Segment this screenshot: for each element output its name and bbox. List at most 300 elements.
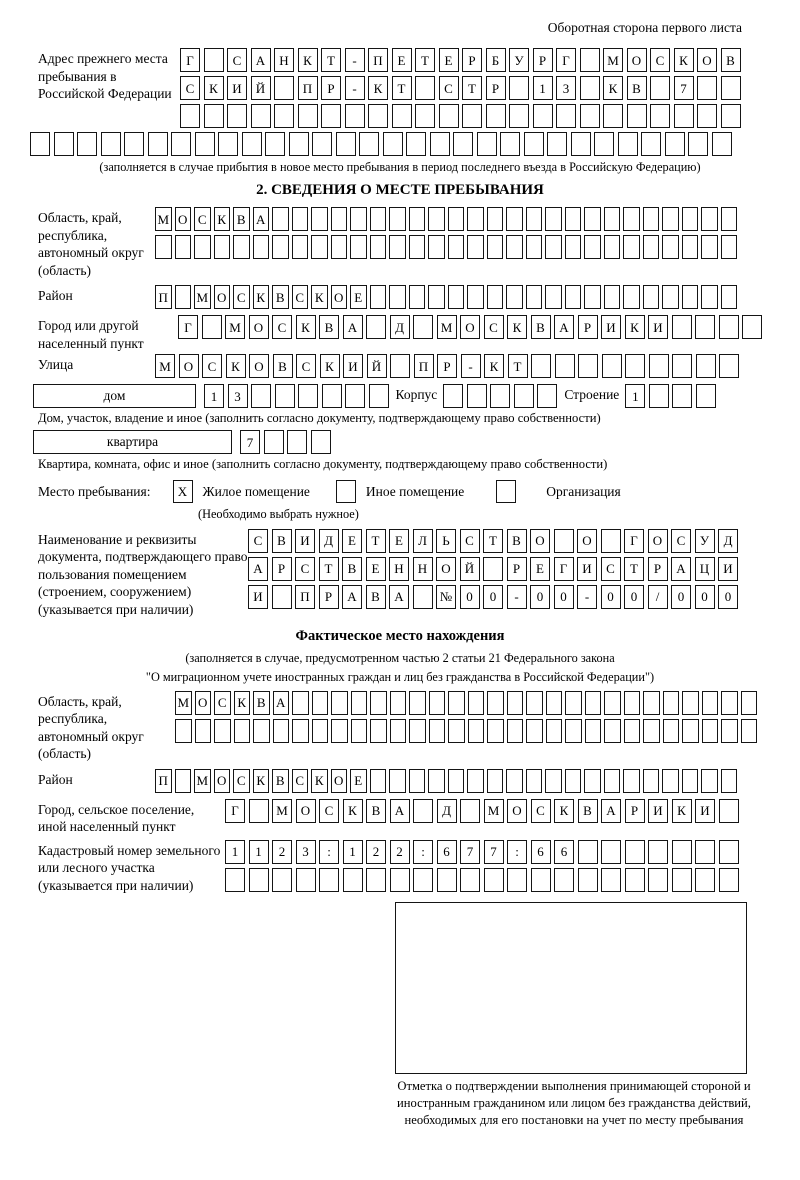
char-box bbox=[383, 132, 403, 156]
char-box bbox=[253, 719, 270, 743]
char-box: К bbox=[311, 285, 328, 309]
district-label: Район bbox=[38, 288, 73, 304]
char-box bbox=[428, 235, 445, 259]
char-box: К bbox=[204, 76, 224, 100]
actual-district-label: Район bbox=[38, 771, 73, 787]
char-box bbox=[311, 235, 328, 259]
char-box bbox=[545, 235, 562, 259]
char-box bbox=[672, 354, 692, 378]
char-box bbox=[672, 315, 692, 339]
char-box: Т bbox=[624, 557, 644, 581]
char-box: Г bbox=[624, 529, 644, 553]
actual-region-row-2 bbox=[175, 719, 757, 743]
char-box bbox=[506, 207, 523, 231]
char-box: Р bbox=[625, 799, 645, 823]
char-box: К bbox=[253, 285, 270, 309]
char-box: М bbox=[484, 799, 504, 823]
char-box bbox=[413, 799, 433, 823]
region-row-2 bbox=[155, 235, 737, 259]
char-box bbox=[526, 691, 543, 715]
char-box bbox=[701, 235, 718, 259]
char-box bbox=[507, 719, 524, 743]
char-box: М bbox=[194, 285, 211, 309]
char-box bbox=[578, 868, 598, 892]
street-row bbox=[155, 354, 739, 378]
char-box: Е bbox=[530, 557, 550, 581]
prev-address-row-4 bbox=[30, 132, 800, 156]
char-box bbox=[264, 430, 284, 454]
char-box bbox=[251, 104, 271, 128]
char-box: - bbox=[461, 354, 481, 378]
char-box bbox=[665, 132, 685, 156]
prev-address-row-1 bbox=[180, 48, 741, 72]
char-box bbox=[272, 207, 289, 231]
char-box bbox=[578, 354, 598, 378]
char-box: Л bbox=[413, 529, 433, 553]
option-other-premises-label: Иное помещение bbox=[365, 483, 465, 499]
char-box bbox=[312, 691, 329, 715]
char-box: Б bbox=[486, 48, 506, 72]
char-box: Г bbox=[180, 48, 200, 72]
char-box bbox=[604, 235, 621, 259]
char-box bbox=[696, 384, 716, 408]
char-box bbox=[460, 868, 480, 892]
char-box bbox=[77, 132, 97, 156]
char-box bbox=[641, 132, 661, 156]
char-box bbox=[351, 719, 368, 743]
char-box bbox=[409, 207, 426, 231]
char-box bbox=[565, 691, 582, 715]
char-box: А bbox=[251, 48, 271, 72]
char-box bbox=[580, 48, 600, 72]
char-box: О bbox=[697, 48, 717, 72]
char-box bbox=[366, 315, 386, 339]
char-box bbox=[180, 104, 200, 128]
char-box bbox=[506, 235, 523, 259]
char-box bbox=[507, 868, 527, 892]
char-box bbox=[249, 799, 269, 823]
char-box: К bbox=[484, 354, 504, 378]
char-box bbox=[351, 691, 368, 715]
char-box bbox=[719, 840, 739, 864]
char-box bbox=[392, 104, 412, 128]
char-box bbox=[292, 691, 309, 715]
char-box: С bbox=[194, 207, 211, 231]
char-box: А bbox=[554, 315, 574, 339]
char-box bbox=[604, 719, 621, 743]
char-box bbox=[175, 235, 192, 259]
char-box: Р bbox=[578, 315, 598, 339]
char-box: В bbox=[273, 354, 293, 378]
char-box bbox=[545, 769, 562, 793]
char-box: 3 bbox=[228, 384, 248, 408]
char-box bbox=[202, 315, 222, 339]
char-box: 2 bbox=[366, 840, 386, 864]
district-block bbox=[38, 285, 800, 309]
char-box bbox=[370, 207, 387, 231]
char-box bbox=[697, 104, 717, 128]
char-box bbox=[319, 868, 339, 892]
char-box bbox=[54, 132, 74, 156]
char-box: Ц bbox=[695, 557, 715, 581]
char-box bbox=[468, 691, 485, 715]
char-box bbox=[124, 132, 144, 156]
char-box bbox=[275, 384, 295, 408]
document-row-3 bbox=[248, 585, 738, 609]
char-box bbox=[571, 132, 591, 156]
char-box bbox=[292, 719, 309, 743]
char-box: 1 bbox=[625, 384, 645, 408]
char-box: - bbox=[345, 76, 365, 100]
char-box: В bbox=[578, 799, 598, 823]
char-box: К bbox=[554, 799, 574, 823]
char-box: Н bbox=[413, 557, 433, 581]
char-box bbox=[204, 104, 224, 128]
char-box bbox=[546, 719, 563, 743]
char-box bbox=[389, 207, 406, 231]
char-box bbox=[649, 384, 669, 408]
char-box bbox=[251, 384, 271, 408]
char-box: С bbox=[295, 557, 315, 581]
char-box bbox=[253, 235, 270, 259]
char-box: С bbox=[272, 315, 292, 339]
city-block bbox=[38, 315, 800, 352]
char-box: Е bbox=[350, 285, 367, 309]
char-box: К bbox=[625, 315, 645, 339]
char-box bbox=[336, 132, 356, 156]
char-box bbox=[233, 235, 250, 259]
char-box bbox=[506, 285, 523, 309]
char-box bbox=[484, 868, 504, 892]
char-box: У bbox=[695, 529, 715, 553]
char-box bbox=[643, 207, 660, 231]
char-box bbox=[175, 769, 192, 793]
char-box bbox=[688, 132, 708, 156]
actual-region-label: Область, край, республика, автономный округ (область) bbox=[38, 693, 144, 762]
char-box bbox=[695, 315, 715, 339]
actual-city-label: Город, сельское поселение, иной населенный пункт bbox=[38, 801, 195, 835]
char-box bbox=[672, 840, 692, 864]
char-box bbox=[565, 285, 582, 309]
char-box: В bbox=[721, 48, 741, 72]
char-box: Е bbox=[350, 769, 367, 793]
char-box: С bbox=[292, 285, 309, 309]
char-box bbox=[415, 76, 435, 100]
korpus-label: Корпус bbox=[395, 387, 438, 403]
char-box: Г bbox=[225, 799, 245, 823]
char-box: С bbox=[292, 769, 309, 793]
char-box bbox=[565, 235, 582, 259]
char-box bbox=[467, 285, 484, 309]
char-box bbox=[448, 719, 465, 743]
char-box: Т bbox=[462, 76, 482, 100]
char-box bbox=[584, 207, 601, 231]
char-box: 7 bbox=[460, 840, 480, 864]
char-box bbox=[721, 769, 738, 793]
char-box bbox=[663, 719, 680, 743]
char-box bbox=[274, 104, 294, 128]
char-box bbox=[390, 354, 410, 378]
char-box bbox=[526, 207, 543, 231]
char-box bbox=[175, 285, 192, 309]
char-box: П bbox=[368, 48, 388, 72]
char-box: В bbox=[627, 76, 647, 100]
city-row bbox=[178, 315, 762, 339]
char-box bbox=[322, 384, 342, 408]
checkbox-residential: X bbox=[173, 480, 193, 503]
char-box: 0 bbox=[671, 585, 691, 609]
char-box: М bbox=[437, 315, 457, 339]
char-box: А bbox=[389, 585, 409, 609]
char-box bbox=[345, 384, 365, 408]
char-box bbox=[272, 235, 289, 259]
stay-type-row bbox=[38, 480, 800, 503]
char-box bbox=[369, 384, 389, 408]
char-box bbox=[514, 384, 534, 408]
document-label: Наименование и реквизиты документа, подтверждающего право пользования помещением (строением, сооружением) (указывается при наличии) bbox=[38, 531, 248, 617]
char-box bbox=[390, 868, 410, 892]
char-box: В bbox=[366, 585, 386, 609]
char-box: Д bbox=[718, 529, 738, 553]
char-box bbox=[483, 557, 503, 581]
char-box bbox=[526, 719, 543, 743]
char-box: К bbox=[507, 315, 527, 339]
actual-location-note-2: "О миграционном учете иностранных граждан и лиц без гражданства в Российской Федерации") bbox=[145, 669, 655, 684]
char-box bbox=[623, 235, 640, 259]
char-box bbox=[585, 719, 602, 743]
char-box bbox=[467, 235, 484, 259]
char-box bbox=[648, 868, 668, 892]
char-box bbox=[448, 769, 465, 793]
document-row-1 bbox=[248, 529, 738, 553]
char-box bbox=[409, 691, 426, 715]
char-box bbox=[506, 769, 523, 793]
char-box bbox=[428, 769, 445, 793]
char-box bbox=[389, 235, 406, 259]
char-box: 1 bbox=[249, 840, 269, 864]
char-box: К bbox=[311, 769, 328, 793]
char-box bbox=[594, 132, 614, 156]
char-box bbox=[30, 132, 50, 156]
char-box: 7 bbox=[674, 76, 694, 100]
char-box: М bbox=[194, 769, 211, 793]
char-box: Д bbox=[437, 799, 457, 823]
char-box bbox=[448, 691, 465, 715]
stroenie-row bbox=[625, 384, 716, 408]
char-box bbox=[721, 235, 738, 259]
char-box bbox=[696, 354, 716, 378]
char-box bbox=[439, 104, 459, 128]
char-box bbox=[467, 769, 484, 793]
char-box: 6 bbox=[531, 840, 551, 864]
apartment-row bbox=[33, 430, 800, 454]
char-box: С bbox=[233, 769, 250, 793]
char-box bbox=[578, 840, 598, 864]
char-box: И bbox=[695, 799, 715, 823]
char-box bbox=[627, 104, 647, 128]
char-box bbox=[477, 132, 497, 156]
char-box: В bbox=[531, 315, 551, 339]
char-box bbox=[533, 104, 553, 128]
char-box: О bbox=[507, 799, 527, 823]
char-box bbox=[649, 354, 669, 378]
prev-address-label: Адрес прежнего места пребывания в Российской Федерации bbox=[38, 51, 172, 101]
char-box: О bbox=[627, 48, 647, 72]
char-box bbox=[624, 691, 641, 715]
char-box: П bbox=[295, 585, 315, 609]
char-box bbox=[430, 132, 450, 156]
char-box: А bbox=[253, 207, 270, 231]
char-box bbox=[702, 719, 719, 743]
char-box: С bbox=[227, 48, 247, 72]
char-box bbox=[195, 719, 212, 743]
char-box bbox=[487, 719, 504, 743]
document-block bbox=[38, 529, 800, 619]
char-box bbox=[584, 235, 601, 259]
char-box bbox=[585, 691, 602, 715]
char-box bbox=[623, 207, 640, 231]
char-box bbox=[648, 840, 668, 864]
checkbox-other-premises bbox=[336, 480, 356, 503]
prev-address-row-2 bbox=[180, 76, 741, 100]
char-box: С bbox=[319, 799, 339, 823]
char-box bbox=[643, 691, 660, 715]
char-box bbox=[274, 76, 294, 100]
char-box: - bbox=[345, 48, 365, 72]
char-box bbox=[526, 235, 543, 259]
char-box bbox=[467, 207, 484, 231]
char-box bbox=[370, 235, 387, 259]
char-box bbox=[604, 207, 621, 231]
char-box bbox=[604, 285, 621, 309]
char-box: Д bbox=[319, 529, 339, 553]
char-box bbox=[695, 868, 715, 892]
char-box bbox=[289, 132, 309, 156]
char-box: П bbox=[414, 354, 434, 378]
char-box bbox=[537, 384, 557, 408]
char-box bbox=[674, 104, 694, 128]
char-box bbox=[556, 104, 576, 128]
char-box bbox=[702, 691, 719, 715]
char-box bbox=[272, 585, 292, 609]
cadastre-block bbox=[38, 840, 800, 895]
char-box bbox=[682, 691, 699, 715]
char-box: 0 bbox=[460, 585, 480, 609]
char-box: И bbox=[343, 354, 363, 378]
char-box: К bbox=[214, 207, 231, 231]
char-box bbox=[565, 719, 582, 743]
char-box bbox=[625, 354, 645, 378]
char-box bbox=[741, 719, 758, 743]
char-box: 7 bbox=[484, 840, 504, 864]
char-box bbox=[242, 132, 262, 156]
char-box bbox=[370, 691, 387, 715]
cadastre-row-2 bbox=[225, 868, 739, 892]
confirmation-stamp-box bbox=[395, 902, 747, 1074]
char-box: 1 bbox=[533, 76, 553, 100]
actual-region-block bbox=[38, 691, 800, 763]
char-box: К bbox=[296, 315, 316, 339]
char-box bbox=[526, 285, 543, 309]
char-box bbox=[390, 719, 407, 743]
char-box bbox=[413, 315, 433, 339]
district-row bbox=[155, 285, 737, 309]
char-box bbox=[662, 235, 679, 259]
char-box: В bbox=[272, 529, 292, 553]
char-box bbox=[331, 691, 348, 715]
char-box bbox=[345, 104, 365, 128]
stay-type-note: (Необходимо выбрать нужное) bbox=[198, 507, 359, 522]
char-box bbox=[312, 132, 332, 156]
char-box bbox=[409, 285, 426, 309]
char-box bbox=[312, 719, 329, 743]
char-box bbox=[437, 868, 457, 892]
char-box bbox=[601, 840, 621, 864]
char-box bbox=[712, 132, 732, 156]
char-box: О bbox=[436, 557, 456, 581]
char-box bbox=[662, 769, 679, 793]
char-box: Ь bbox=[436, 529, 456, 553]
char-box: С bbox=[214, 691, 231, 715]
char-box: О bbox=[648, 529, 668, 553]
char-box bbox=[406, 132, 426, 156]
char-box: 6 bbox=[437, 840, 457, 864]
char-box bbox=[624, 719, 641, 743]
char-box: М bbox=[155, 354, 175, 378]
char-box bbox=[554, 529, 574, 553]
char-box bbox=[524, 132, 544, 156]
char-box: Е bbox=[366, 557, 386, 581]
char-box bbox=[701, 285, 718, 309]
prev-address-row-3 bbox=[180, 104, 741, 128]
char-box: : bbox=[413, 840, 433, 864]
char-box: № bbox=[436, 585, 456, 609]
char-box: К bbox=[672, 799, 692, 823]
prev-address-note: (заполняется в случае прибытия в новое место пребывания в период последнего въезда в Российскую Федерацию) bbox=[99, 160, 701, 174]
char-box: К bbox=[234, 691, 251, 715]
house-number-row bbox=[204, 384, 389, 408]
char-box bbox=[625, 868, 645, 892]
char-box: 1 bbox=[343, 840, 363, 864]
char-box: М bbox=[155, 207, 172, 231]
cadastre-label: Кадастровый номер земельного или лесного участка (указывается при наличии) bbox=[38, 842, 221, 893]
street-block bbox=[38, 354, 800, 378]
char-box bbox=[292, 235, 309, 259]
char-box bbox=[643, 719, 660, 743]
char-box: М bbox=[225, 315, 245, 339]
char-box bbox=[296, 868, 316, 892]
char-box: М bbox=[175, 691, 192, 715]
char-box: С bbox=[671, 529, 691, 553]
char-box bbox=[643, 285, 660, 309]
char-box: С bbox=[484, 315, 504, 339]
char-box: А bbox=[343, 315, 363, 339]
char-box bbox=[509, 104, 529, 128]
char-box: А bbox=[601, 799, 621, 823]
char-box bbox=[194, 235, 211, 259]
char-box bbox=[604, 691, 621, 715]
char-box bbox=[565, 207, 582, 231]
char-box bbox=[227, 104, 247, 128]
char-box bbox=[462, 104, 482, 128]
section2-title: 2. СВЕДЕНИЯ О МЕСТЕ ПРЕБЫВАНИЯ bbox=[256, 182, 544, 199]
char-box bbox=[272, 868, 292, 892]
char-box bbox=[701, 207, 718, 231]
char-box: Р bbox=[648, 557, 668, 581]
char-box bbox=[507, 691, 524, 715]
char-box bbox=[650, 76, 670, 100]
actual-location-note-1: (заполняется в случае, предусмотренном частью 2 статьи 21 Федерального закона bbox=[185, 651, 615, 666]
